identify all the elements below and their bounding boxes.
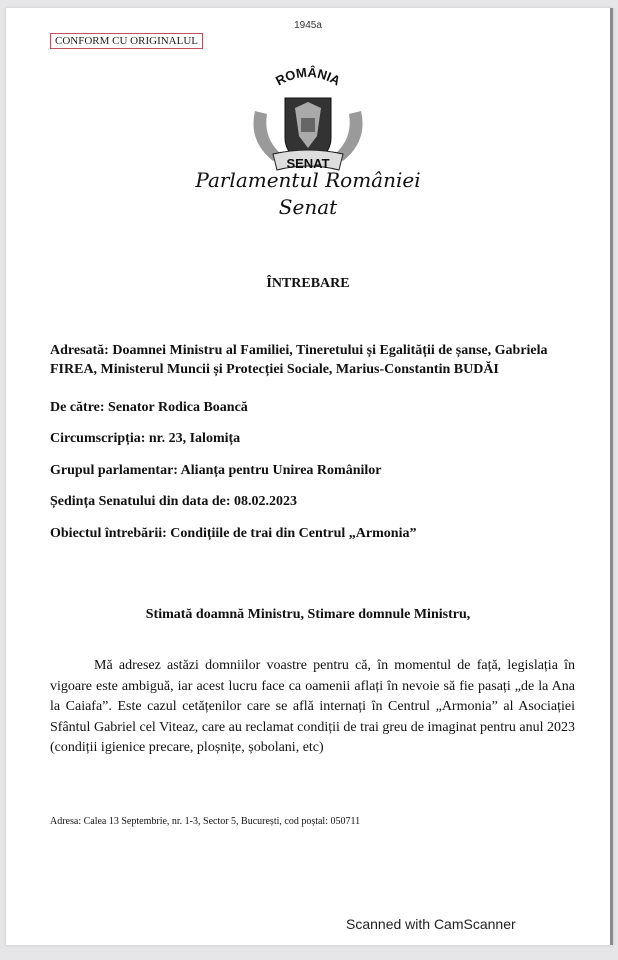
field-addressee: Adresată: Doamnei Ministru al Familiei, Tineretului și Egalității de șanse, Gabriela FIREA, Ministerul Muncii și Protecției Sociale, Marius-Constantin BUDĂI xyxy=(50,343,548,377)
footer-address: Adresa: Calea 13 Septembrie, nr. 1-3, Sector 5, București, cod poștal: 050711 xyxy=(50,816,361,827)
conform-stamp: CONFORM CU ORIGINALUL xyxy=(50,33,203,49)
field-from: De către: Senator Rodica Boancă xyxy=(50,400,248,415)
field-subject: Obiectul întrebării: Condițiile de trai din Centrul „Armonia” xyxy=(50,526,417,541)
document-title: ÎNTREBARE xyxy=(266,276,350,291)
reference-number: 1945a xyxy=(294,20,322,31)
svg-text:SENAT: SENAT xyxy=(286,156,330,171)
institution-subname: Senat xyxy=(278,195,338,219)
greeting: Stimată doamnă Ministru, Stimare domnule Ministru, xyxy=(145,607,471,622)
svg-text:ROMÂNIA: ROMÂNIA xyxy=(273,64,343,89)
camscanner-watermark: Scanned with CamScanner xyxy=(346,916,516,932)
senate-crest-icon xyxy=(233,56,383,178)
field-session-date: Ședința Senatului din data de: 08.02.2023 xyxy=(50,494,297,509)
field-parliamentary-group: Grupul parlamentar: Alianța pentru Unirea Românilor xyxy=(50,463,382,478)
body-paragraph: Mă adresez astăzi domniilor voastre pentru că, în momentul de față, legislația în vigoare este ambiguă, iar acest lucru face ca oamenii aflați în nevoie să fie pasați „de la Ana la Caiafa”. Este cazul cetățenilor care se află internați în Centrul „Armonia” al Asociației Sfântul Gabriel cel Viteaz, care au reclamat condiții de trai greu de imaginat pentru anul 2023 (condiții igienice precare, ploșnițe, șobolani, etc) xyxy=(50,658,575,755)
document-page xyxy=(6,8,613,945)
institution-name: Parlamentul României xyxy=(195,168,421,192)
field-constituency: Circumscripția: nr. 23, Ialomița xyxy=(50,431,241,446)
